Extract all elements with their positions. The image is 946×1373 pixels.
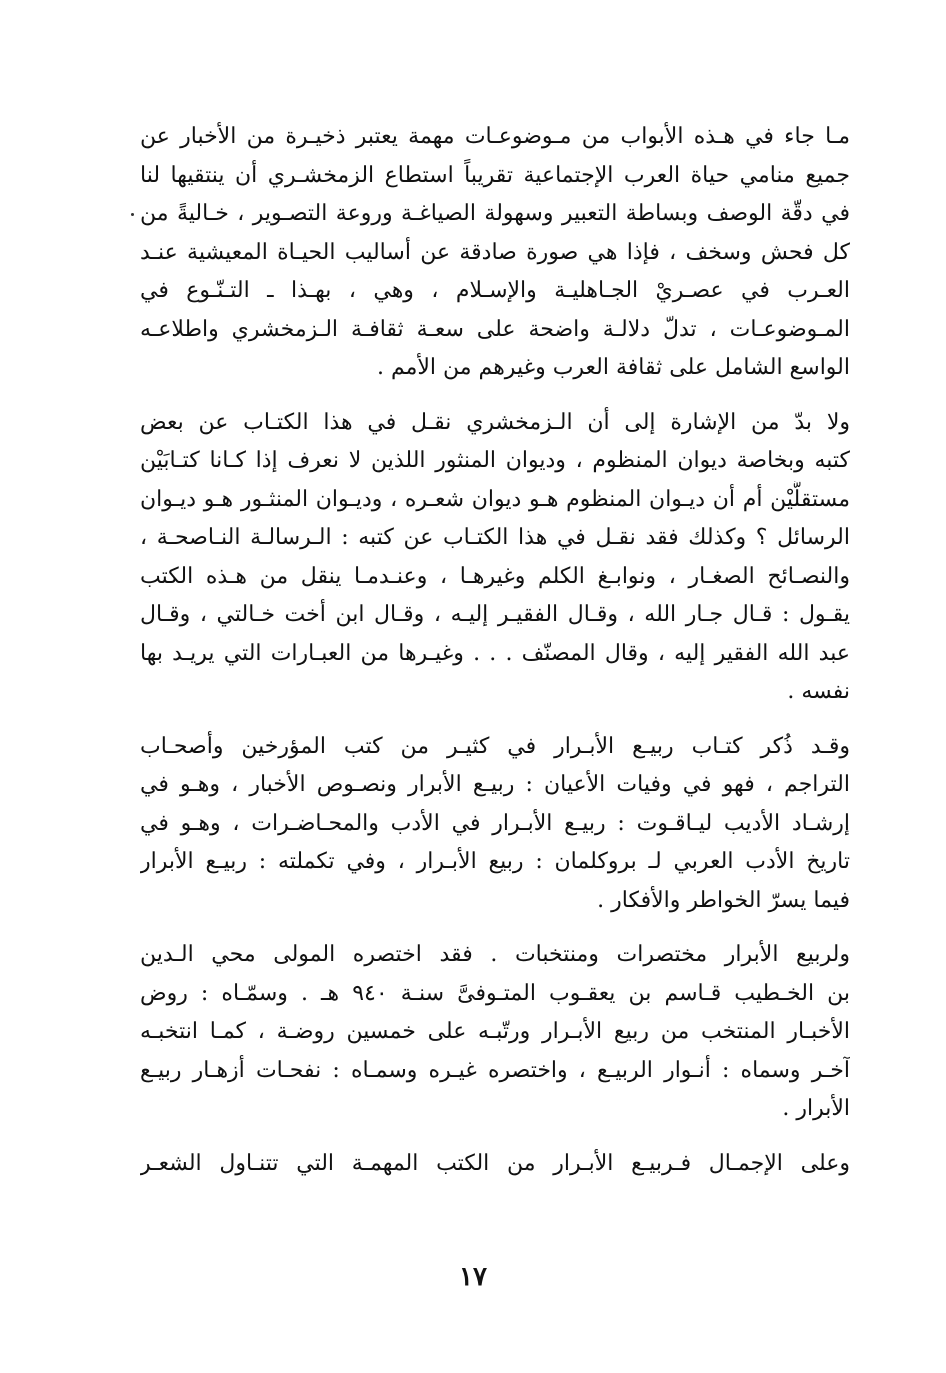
paragraph-5 xyxy=(140,1145,850,1184)
paragraph-4 xyxy=(140,936,850,1129)
text-line: وقـد ذُكر كتـاب ربيـع الأبـرار في كثيـر من كتب المؤرخين وأصحـاب xyxy=(140,733,850,759)
text-line: ولربيع الأبرار مختصرات ومنتخبات . فقد اختصره المولى محي الـدين xyxy=(140,942,850,967)
paragraph-1 xyxy=(140,118,850,388)
text-line: عبد الله الفقير إليه ، وقال المصنّف . . . وغيـرها من العبـارات التي يريـد بها xyxy=(140,640,850,666)
text-line: الأبرار . xyxy=(782,1096,850,1121)
text-line: نفسه . xyxy=(787,679,850,704)
text-line: مـا جاء في هـذه الأبواب من مـوضوعـات مهمة يعتبر ذخيـرة من الأخبار عن xyxy=(140,124,850,149)
text-line: الأخبـار المنتخب من ربيع الأبـرار ورتّبـه على خمسين روضـة ، كمـا انتخبـه xyxy=(140,1019,850,1044)
text-line: تاريخ الأدب العربي لـ بروكلمان : ربيع الأبـرار ، وفي تكملته : ربيـع الأبرار xyxy=(140,849,850,874)
text-line: جميع منامي حياة العرب الإجتماعية تقريباً استطاع الزمخشـري أن ينتقيها لنا xyxy=(140,162,850,188)
page-number: ١٧ xyxy=(459,1262,487,1292)
text-line: الواسع الشامل على ثقافة العرب وغيرهم من الأمم . xyxy=(376,355,850,380)
text-line: إرشـاد الأديب ليـاقـوت : ربيـع الأبـرار في الأدب والمحـاضـرات ، وهـو في xyxy=(140,810,850,836)
scan-speck xyxy=(131,213,134,216)
body-text xyxy=(140,118,850,1199)
text-line: والنصـائح الصغـار ، ونوابـغ الكلم وغيرهـا ، وعنـدمـا ينقل من هـذه الكتب xyxy=(140,563,850,589)
text-line: المـوضوعـات ، تدلّ دلالـة واضحة على سعـة ثقافـة الـزمخشري واطلاعـه xyxy=(140,316,850,342)
text-line: ولا بدّ من الإشارة إلى أن الـزمخشري نقـل في هذا الكتـاب عن بعض xyxy=(140,409,850,435)
text-line: العـرب في عصـريْ الجـاهليـة والإسـلام ، وهي ، بهـذا ـ التـنّـوع في xyxy=(140,278,850,303)
text-line: كل فحش وسخف ، فإذا هي صورة صادقة عن أساليب الحيـاة المعيشية عنـد xyxy=(140,239,850,265)
text-line: بن الخـطيب قـاسم بن يعقـوب المتـوفىَّ سنـة ٩٤٠ هـ . وسمّـاه : روض xyxy=(140,980,850,1006)
text-line: في دقّة الوصف وبساطة التعبير وسهولة الصياغـة وروعة التصـوير ، خـاليةً من xyxy=(140,201,850,226)
text-line: التراجم ، فهو في وفيات الأعيان : ربيـع الأبرار ونصـوص الأخبار ، وهـو في xyxy=(140,772,850,797)
text-line: فيما يسرّ الخواطر والأفكار . xyxy=(597,887,850,913)
text-line: وعلى الإجمـال فـربيـع الأبـرار من الكتب المهمـة التي تتنـاول الشعـر xyxy=(140,1150,850,1176)
paragraph-2 xyxy=(140,404,850,712)
text-line: الرسائل ؟ وكذلك فقد نقـل في هذا الكتـاب عن كتبه : الـرسالـة النـاصحـة ، xyxy=(140,525,850,550)
text-line: مستقلَّيْن أم أن ديـوان المنظوم هـو ديوان شعـره ، وديـوان المنثـور هـو ديـوان xyxy=(140,486,850,512)
text-line: يقـول : قـال جـار الله ، وقـال الفقيـر إليـه ، وقـال ابن أخت خـالتي ، وقـال xyxy=(140,602,850,627)
text-line: كتبه وبخاصة ديوان المنظوم ، وديوان المنثور اللذين لا نعرف إذا كـانا كتـابَيْن xyxy=(140,448,850,473)
text-line: آخـر وسماه : أنـوار الربيـع ، واختصره غيـره وسمـاه : نفحـات أزهـار ربيـع xyxy=(140,1057,850,1083)
paragraph-3 xyxy=(140,728,850,921)
